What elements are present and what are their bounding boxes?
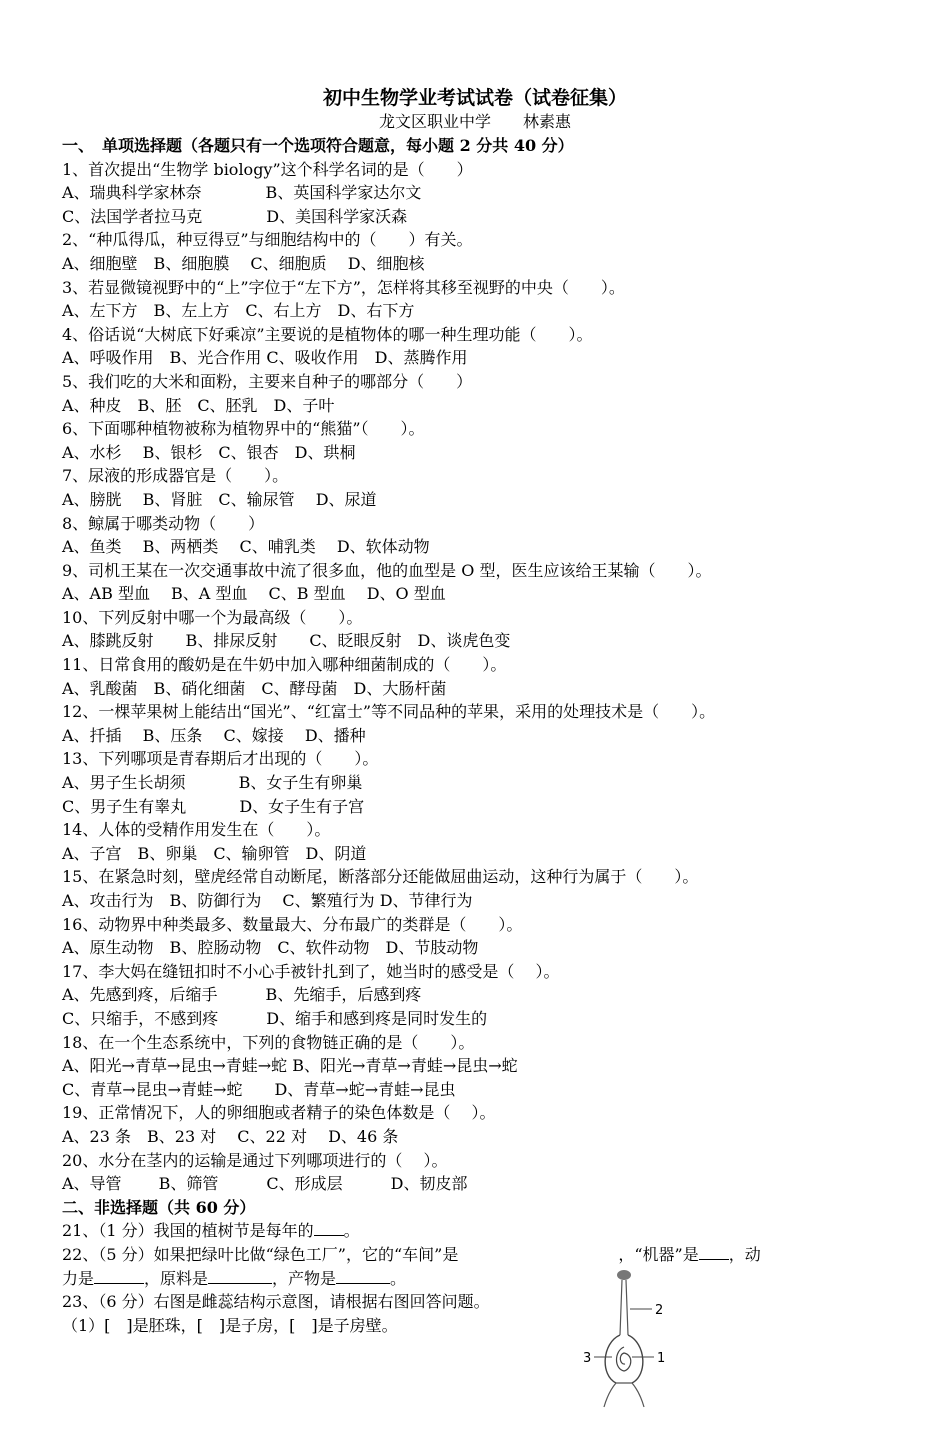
q22-product: ，产物是 <box>272 1268 337 1288</box>
answer-options: A、男子生长胡须 B、女子生有卵巢 <box>62 773 363 793</box>
style-shape <box>620 1280 628 1335</box>
choice-questions <box>62 158 892 1196</box>
q22-power: ，动 <box>728 1244 761 1264</box>
answer-options: A、细胞壁 B、细胞膜 C、细胞质 D、细胞核 <box>62 253 425 273</box>
exam-body <box>62 134 892 1337</box>
answer-options: A、乳酸菌 B、硝化细菌 C、酵母菌 D、大肠杆菌 <box>62 678 447 698</box>
q22-machine: ，“机器”是 <box>618 1244 699 1264</box>
section-heading-choice: 一、 单项选择题（各题只有一个选项符合题意，每小题 2 分共 40 分） <box>62 136 574 155</box>
answer-options: C、男子生有睾丸 D、女子生有子宫 <box>62 796 365 816</box>
question-stem: 2、“种瓜得瓜，种豆得豆”与细胞结构中的（ ）有关。 <box>62 230 473 250</box>
question-stem: 9、司机王某在一次交通事故中流了很多血，他的血型是 O 型，医生应该给王某输（ ）。 <box>62 560 712 580</box>
answer-blank[interactable] <box>208 1267 272 1284</box>
question-stem: 8、鲸属于哪类动物（ ） <box>62 513 265 533</box>
answer-options: A、23 条 B、23 对 C、22 对 D、46 条 <box>62 1126 399 1146</box>
answer-options: A、鱼类 B、两栖类 C、哺乳类 D、软体动物 <box>62 537 430 557</box>
ovule-shape <box>617 1347 631 1371</box>
question-stem: 18、在一个生态系统中，下列的食物链正确的是（ ）。 <box>62 1032 475 1052</box>
answer-options: A、水杉 B、银杉 C、银杏 D、珙桐 <box>62 442 356 462</box>
question-stem: 13、下列哪项是青春期后才出现的（ ）。 <box>62 749 379 769</box>
question-stem: 19、正常情况下，人的卵细胞或者精子的染色体数是（ ）。 <box>62 1103 496 1123</box>
question-23: 23、（6 分）右图是雌蕊结构示意图，请根据右图回答问题。 <box>62 1292 490 1312</box>
answer-options: A、阳光→青草→昆虫→青蛙→蛇 B、阳光→青草→青蛙→昆虫→蛇 <box>62 1056 518 1076</box>
question-stem: 3、若显微镜视野中的“上”字位于“左下方”，怎样将其移至视野的中央（ ）。 <box>62 277 625 297</box>
question-stem: 6、下面哪种植物被称为植物界中的“熊猫”（ ）。 <box>62 419 425 439</box>
answer-options: A、种皮 B、胚 C、胚乳 D、子叶 <box>62 395 335 415</box>
figure-label-3: 3 <box>583 1351 592 1366</box>
question-stem: 10、下列反射中哪一个为最高级（ ）。 <box>62 607 363 627</box>
question-stem: 14、人体的受精作用发生在（ ）。 <box>62 820 331 840</box>
page-title: 初中生物学业考试试卷（试卷征集） <box>322 87 627 109</box>
question-23-part1: （1）[ ]是胚珠，[ ]是子房，[ ]是子房壁。 <box>62 1315 398 1335</box>
question-stem: 16、动物界中种类最多、数量最大、分布最广的类群是（ ）。 <box>62 914 523 934</box>
question-stem: 7、尿液的形成器官是（ ）。 <box>62 466 289 486</box>
answer-blank[interactable] <box>336 1267 390 1284</box>
question-stem: 5、我们吃的大米和面粉，主要来自种子的哪部分（ ） <box>62 371 473 391</box>
question-stem: 4、俗话说“大树底下好乘凉”主要说的是植物体的哪一种生理功能（ ）。 <box>62 324 593 344</box>
answer-options: A、原生动物 B、腔肠动物 C、软件动物 D、节肢动物 <box>62 938 479 958</box>
question-21 <box>62 1219 892 1243</box>
q21-text: 21、（1 分）我国的植树节是每年的 <box>62 1221 314 1241</box>
answer-options: A、膀胱 B、肾脏 C、输尿管 D、尿道 <box>62 489 377 509</box>
pistil-diagram <box>580 1265 680 1425</box>
answer-options: A、攻击行为 B、防御行为 C、繁殖行为 D、节律行为 <box>62 891 473 910</box>
question-22 <box>62 1243 892 1267</box>
q22-power-label: 力是 <box>62 1268 95 1288</box>
question-stem: 17、李大妈在缝钮扣时不小心手被针扎到了，她当时的感受是（ ）。 <box>62 961 560 981</box>
figure-label-1: 1 <box>657 1351 666 1366</box>
answer-blank[interactable] <box>699 1243 729 1260</box>
author-line: 龙文区职业中学 林素惠 <box>378 112 571 131</box>
answer-options: A、膝跳反射 B、排尿反射 C、眨眼反射 D、谈虎色变 <box>62 631 511 651</box>
ovary-wall-shape <box>605 1335 643 1383</box>
question-22-cont <box>62 1267 892 1291</box>
answer-options: A、AB 型血 B、A 型血 C、B 型血 D、O 型血 <box>62 584 446 604</box>
answer-options: A、子宫 B、卵巢 C、输卵管 D、阴道 <box>62 843 367 863</box>
section-heading-nonchoice: 二、非选择题（共 60 分） <box>62 1197 256 1217</box>
stigma-shape <box>617 1270 631 1280</box>
answer-options: C、法国学者拉马克 D、美国科学家沃森 <box>62 206 408 226</box>
q22-material: ，原料是 <box>144 1268 209 1288</box>
question-stem: 15、在紧急时刻，壁虎经常自动断尾，断落部分还能做屈曲运动，这种行为属于（ ）。 <box>62 867 699 887</box>
q22-text: 22、（5 分）如果把绿叶比做“绿色工厂”，它的“车间”是 <box>62 1244 459 1264</box>
answer-blank[interactable] <box>314 1219 344 1236</box>
answer-options: A、导管 B、筛管 C、形成层 D、韧皮部 <box>62 1174 468 1194</box>
answer-options: A、扦插 B、压条 C、嫁接 D、播种 <box>62 725 366 745</box>
q22-end: 。 <box>390 1268 407 1288</box>
answer-options: A、先感到疼，后缩手 B、先缩手，后感到疼 <box>62 985 422 1005</box>
answer-blank[interactable] <box>94 1267 144 1284</box>
receptacle-shape <box>604 1383 644 1407</box>
figure-label-2: 2 <box>655 1303 664 1318</box>
answer-options: A、呼吸作用 B、光合作用 C、吸收作用 D、蒸腾作用 <box>62 348 468 368</box>
question-stem: 11、日常食用的酸奶是在牛奶中加入哪种细菌制成的（ ）。 <box>62 655 507 675</box>
answer-options: A、瑞典科学家林奈 B、英国科学家达尔文 <box>62 183 422 203</box>
answer-options: C、只缩手，不感到疼 D、缩手和感到疼是同时发生的 <box>62 1008 488 1028</box>
question-stem: 12、一棵苹果树上能结出“国光”、“红富士”等不同品种的苹果，采用的处理技术是（ ）。 <box>62 702 716 722</box>
answer-options: A、左下方 B、左上方 C、右上方 D、右下方 <box>62 301 415 321</box>
question-stem: 1、首次提出“生物学 biology”这个科学名词的是（ ） <box>62 159 473 179</box>
question-stem: 20、水分在茎内的运输是通过下列哪项进行的（ ）。 <box>62 1150 448 1170</box>
q21-end: 。 <box>343 1221 360 1241</box>
answer-options: C、青草→昆虫→青蛙→蛇 D、青草→蛇→青蛙→昆虫 <box>62 1079 456 1099</box>
